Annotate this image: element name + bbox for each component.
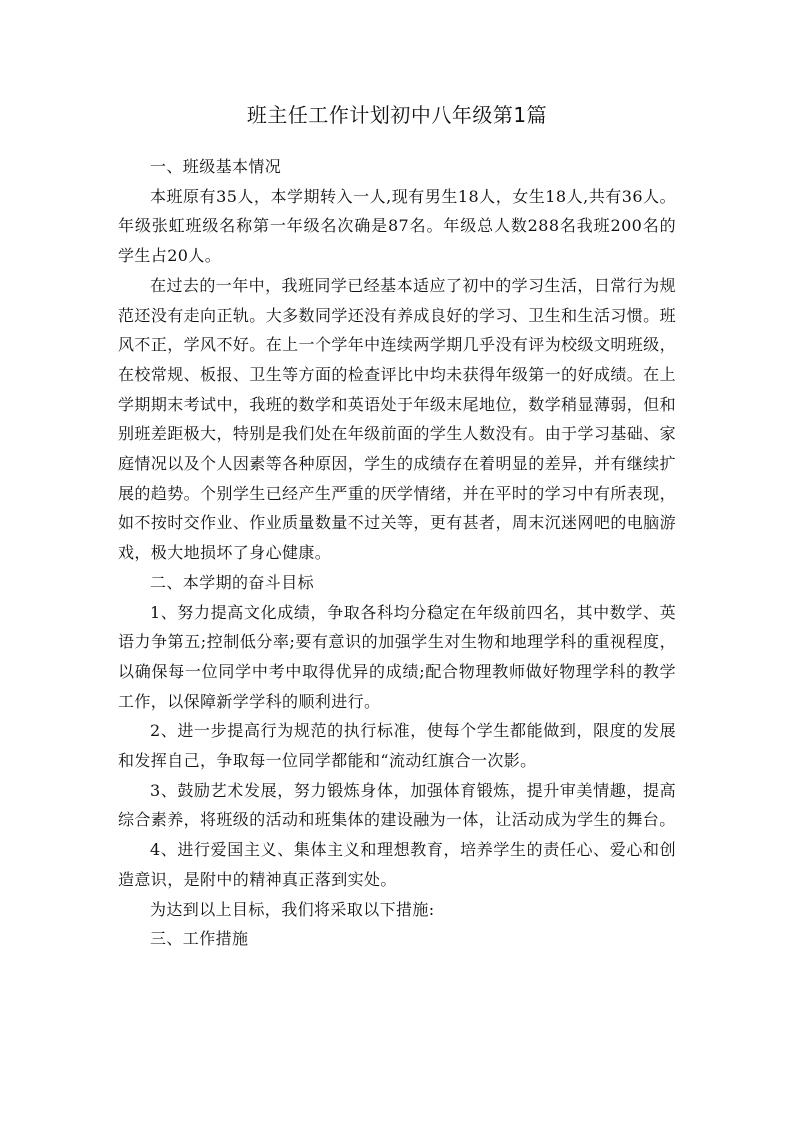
document-page — [118, 98, 676, 954]
section-heading-class-overview: 一、班级基本情况 — [150, 157, 282, 176]
paragraph-measures-intro: 为达到以上目标，我们将采取以下措施: — [150, 899, 435, 919]
paragraph-past-year-review: 在过去的一年中，我班同学已经基本适应了初中的学习生活，日常行为规范还没有走向正轨。大多数同学还没有养成良好的学习、卫生和生活习惯。班风不正，学风不好。在上一个学年中连续两学期几乎没有评为校级文明班级，在校常规、板报、卫生等方面的检查评比中均未获得年级第一的好成绩。在上学期期末考试中，我班的数学和英语处于年级末尾地位，数学稍显薄弱，但和别班差距极大，特别是我们处在年级前面的学生人数没有。由于学习基础、家庭情况以及个人因素等各种原因，学生的成绩存在着明显的差异，并有继续扩展的趋势。个别学生已经产生严重的厌学情绪，并在平时的学习中有所表现，如不按时交作业、作业质量数量不过关等，更有甚者，周末沉迷网吧的电脑游戏，极大地损坏了身心健康。 — [118, 275, 676, 563]
goal-item-3: 3、鼓励艺术发展，努力锻炼身体，加强体育锻炼，提升审美情趣，提高综合素养，将班级的活动和班集体的建设融为一体，让活动成为学生的舞台。 — [118, 780, 676, 830]
goal-item-4: 4、进行爱国主义、集体主义和理想教育，培养学生的责任心、爱心和创造意识，是附中的精神真正落到实处。 — [118, 840, 676, 889]
section-heading-work-measures: 三、工作措施 — [150, 929, 249, 949]
section-heading-semester-goals: 二、本学期的奋斗目标 — [150, 572, 315, 592]
document-title: 班主任工作计划初中八年级第1篇 — [246, 103, 548, 127]
goal-item-1: 1、努力提高文化成绩，争取各科均分稳定在年级前四名，其中数学、英语力争第五;控制低分率;要有意识的加强学生对生物和地理学科的重视程度，以确保每一位同学中考中取得优异的成绩;配合物理教师做好物理学科的教学工作，以保障新学学科的顺利进行。 — [118, 602, 676, 711]
goal-item-2: 2、进一步提高行为规范的执行标准，使每个学生都能做到，限度的发展和发挥自己，争取每一位同学都能和“流动红旗合一次影。 — [118, 721, 676, 771]
paragraph-class-statistics: 本班原有35人，本学期转入一人,现有男生18人，女生18人,共有36人。年级张虹班级名称第一年级名次确是87名。年级总人数288名我班200名的学生占20人。 — [118, 186, 676, 266]
